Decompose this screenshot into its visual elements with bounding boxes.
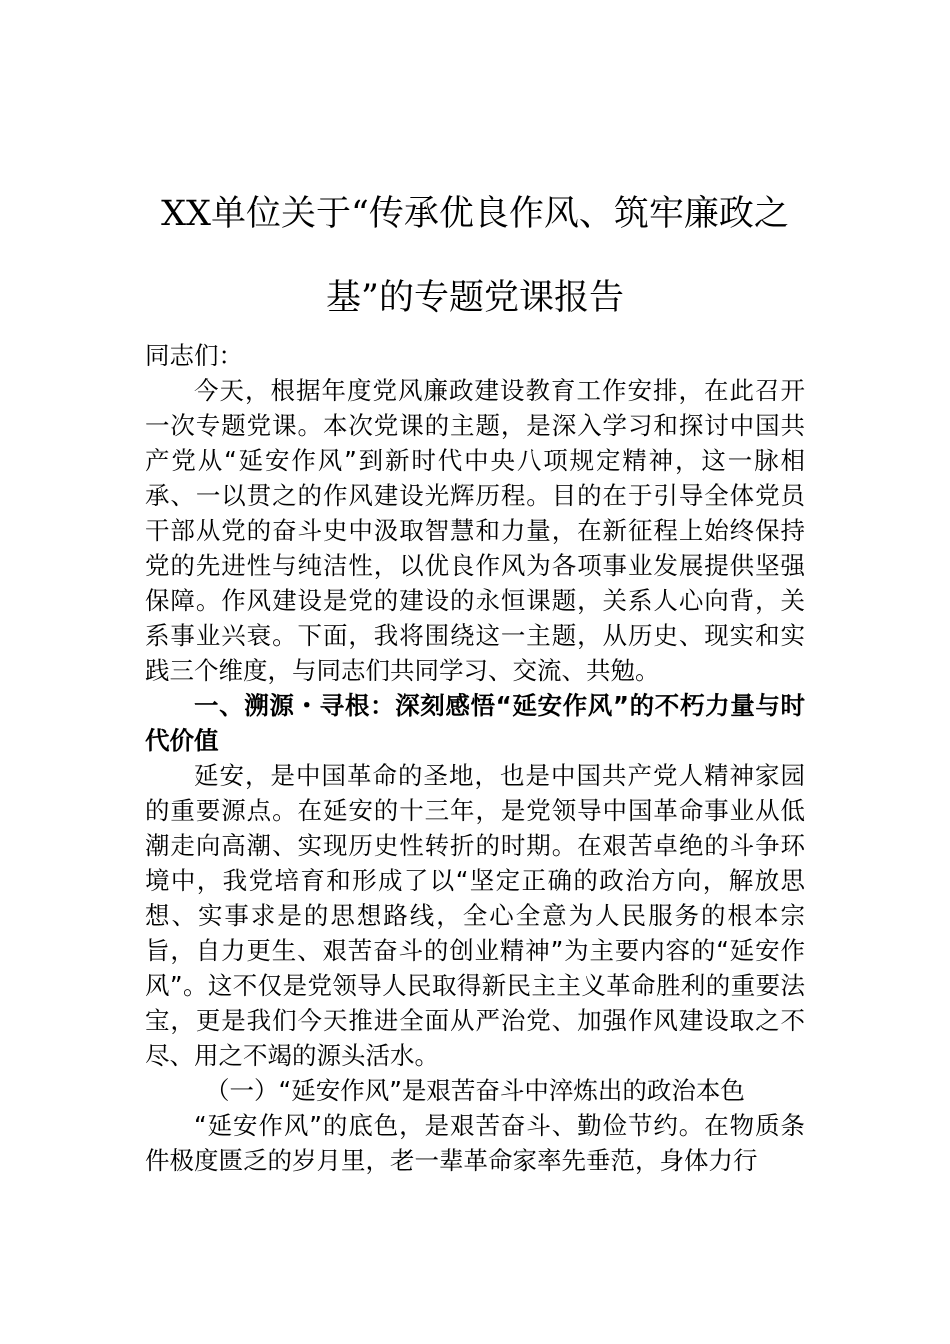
- subsection-1-paragraph: “延安作风”的底色，是艰苦奋斗、勤俭节约。在物质条件极度匮乏的岁月里，老一辈革命家率先垂范，身体力行: [145, 1111, 805, 1175]
- section-1-paragraph: 延安，是中国革命的圣地，也是中国共产党人精神家园的重要源点。在延安的十三年，是党领导中国革命事业从低潮走向高潮、实现历史性转折的时期。在艰苦卓绝的斗争环境中，我党培育和形成了以“坚定正确的政治方向，解放思想、实事求是的思想路线，全心全意为人民服务的根本宗旨，自力更生、艰苦奋斗的创业精神”为主要内容的“延安作风”。这不仅是党领导人民取得新民主主义革命胜利的重要法宝，更是我们今天推进全面从严治党、加强作风建设取之不尽、用之不竭的源头活水。: [145, 761, 805, 1070]
- title-line-2: 基”的专题党课报告: [326, 278, 624, 318]
- intro-paragraph: 今天，根据年度党风廉政建设教育工作安排，在此召开一次专题党课。本次党课的主题，是深入学习和探讨中国共产党从“延安作风”到新时代中央八项规定精神，这一脉相承、一以贯之的作风建设光辉历程。目的在于引导全体党员干部从党的奋斗史中汲取智慧和力量，在新征程上始终保持党的先进性与纯洁性，以优良作风为各项事业发展提供坚强保障。作风建设是党的建设的永恒课题，关系人心向背，关系事业兴衰。下面，我将围绕这一主题，从历史、现实和实践三个维度，与同志们共同学习、交流、共勉。: [145, 376, 805, 685]
- subsection-1-heading: （一）“延安作风”是艰苦奋斗中淬炼出的政治本色: [205, 1076, 745, 1105]
- document-body: [145, 338, 805, 1178]
- salutation: 同志们：: [145, 341, 243, 370]
- section-1-heading: 一、溯源・寻根：深刻感悟“延安作风”的不朽力量与时代价值: [145, 691, 805, 755]
- title-line-1: XX单位关于“传承优良作风、筑牢廉政之: [161, 194, 789, 234]
- document-title: [145, 172, 805, 340]
